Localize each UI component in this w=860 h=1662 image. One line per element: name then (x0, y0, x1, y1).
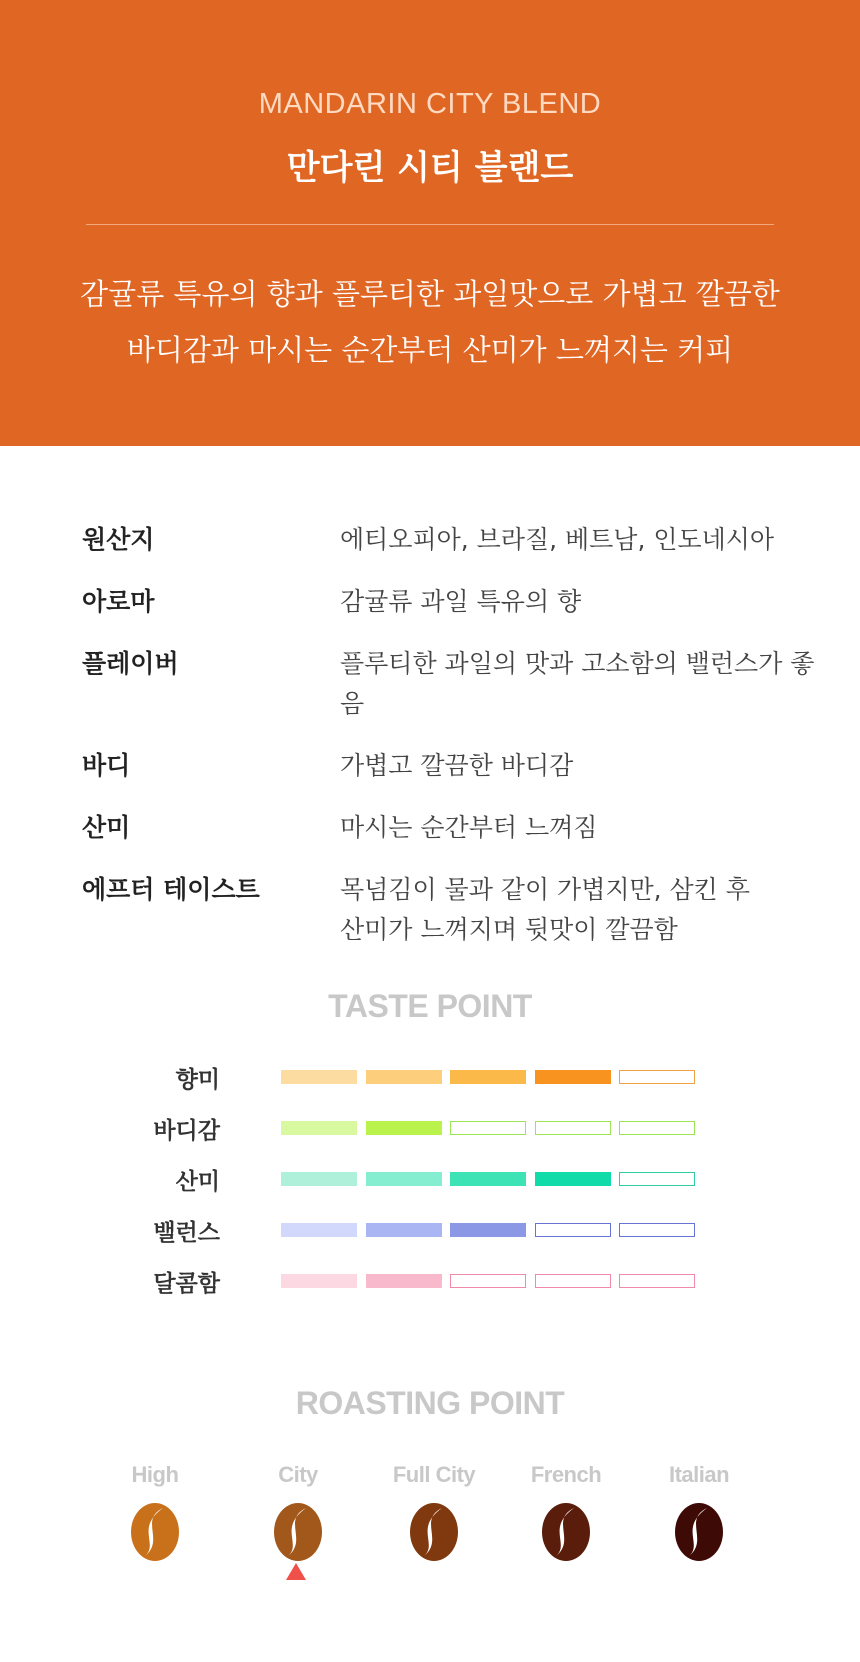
taste-label: 밸런스 (153, 1220, 220, 1246)
coffee-bean-icon (272, 1502, 324, 1562)
taste-bar-empty (619, 1070, 695, 1084)
taste-bar-filled (281, 1274, 357, 1288)
taste-label: 산미 (175, 1169, 220, 1195)
roasting-point-title: ROASTING POINT (295, 1385, 565, 1421)
taste-bar-empty (450, 1121, 526, 1135)
roast-level (384, 1462, 484, 1562)
coffee-bean-icon (129, 1502, 181, 1562)
header-banner (0, 0, 860, 446)
taste-bar-filled (450, 1172, 526, 1186)
taste-bar-filled (281, 1223, 357, 1237)
taste-row (0, 1061, 860, 1091)
taste-label: 향미 (175, 1067, 220, 1093)
taste-bar-filled (450, 1070, 526, 1084)
info-row-aroma (82, 582, 822, 622)
taste-row (0, 1112, 860, 1142)
taste-bar-filled (535, 1172, 611, 1186)
taste-bar-empty (535, 1223, 611, 1237)
info-row-acidity (82, 808, 822, 848)
header-divider (86, 224, 774, 225)
roast-level (649, 1462, 749, 1562)
taste-bar-filled (281, 1172, 357, 1186)
taste-bar-filled (281, 1070, 357, 1084)
roast-level-label: High (131, 1462, 179, 1487)
selected-roast-marker-icon (286, 1563, 306, 1580)
taste-bar-filled (450, 1223, 526, 1237)
taste-bar-empty (535, 1274, 611, 1288)
roast-level-label: City (278, 1462, 318, 1487)
taste-row (0, 1214, 860, 1244)
taste-bar-filled (366, 1070, 442, 1084)
info-row-aftertaste (82, 870, 822, 950)
taste-point-title: TASTE POINT (328, 988, 532, 1024)
info-value: 플루티한 과일의 맛과 고소함의 밸런스가 좋음 (340, 649, 815, 718)
info-value: 목넘김이 물과 같이 가볍지만, 삼킨 후 산미가 느껴지며 뒷맛이 깔끔함 (340, 875, 750, 944)
roast-level (248, 1462, 348, 1562)
roast-level-label: French (530, 1462, 602, 1487)
info-label: 에프터 테이스트 (82, 875, 260, 904)
info-value: 에티오피아, 브라질, 베트남, 인도네시아 (340, 525, 775, 554)
taste-bar-filled (366, 1121, 442, 1135)
roast-level (105, 1462, 205, 1562)
info-row-origin (82, 520, 822, 560)
taste-row (0, 1265, 860, 1295)
info-label: 원산지 (82, 525, 155, 554)
taste-label: 바디감 (153, 1118, 220, 1144)
taste-bar-empty (619, 1274, 695, 1288)
roast-level-label: Full City (392, 1462, 476, 1487)
info-label: 바디 (82, 751, 131, 780)
coffee-bean-icon (673, 1502, 725, 1562)
roast-level-label: Italian (668, 1462, 730, 1487)
title-korean: 만다린 시티 블랜드 (286, 148, 574, 188)
product-description (0, 266, 860, 378)
taste-bar-empty (619, 1172, 695, 1186)
info-label: 산미 (82, 813, 131, 842)
info-value: 감귤류 과일 특유의 향 (340, 587, 582, 616)
coffee-bean-icon (540, 1502, 592, 1562)
info-label: 플레이버 (82, 649, 179, 678)
taste-row (0, 1163, 860, 1193)
info-value: 마시는 순간부터 느껴짐 (340, 813, 598, 842)
coffee-bean-icon (408, 1502, 460, 1562)
taste-bar-filled (366, 1172, 442, 1186)
description-line-1: 감귤류 특유의 향과 플루티한 과일맛으로 가볍고 깔끔한 (80, 277, 780, 311)
taste-label: 달콤함 (153, 1271, 220, 1297)
taste-bar-filled (366, 1274, 442, 1288)
roast-level (516, 1462, 616, 1562)
taste-bar-empty (535, 1121, 611, 1135)
taste-bar-filled (535, 1070, 611, 1084)
product-info-table (82, 520, 822, 972)
taste-bar-empty (619, 1121, 695, 1135)
info-label: 아로마 (82, 587, 155, 616)
taste-bar-empty (619, 1223, 695, 1237)
info-row-body (82, 746, 822, 786)
taste-bar-filled (366, 1223, 442, 1237)
info-value: 가볍고 깔끔한 바디감 (340, 751, 574, 780)
description-line-2: 바디감과 마시는 순간부터 산미가 느껴지는 커피 (126, 333, 734, 367)
taste-bar-filled (281, 1121, 357, 1135)
info-row-flavor (82, 644, 822, 724)
taste-bar-empty (450, 1274, 526, 1288)
title-english: MANDARIN CITY BLEND (258, 88, 602, 120)
